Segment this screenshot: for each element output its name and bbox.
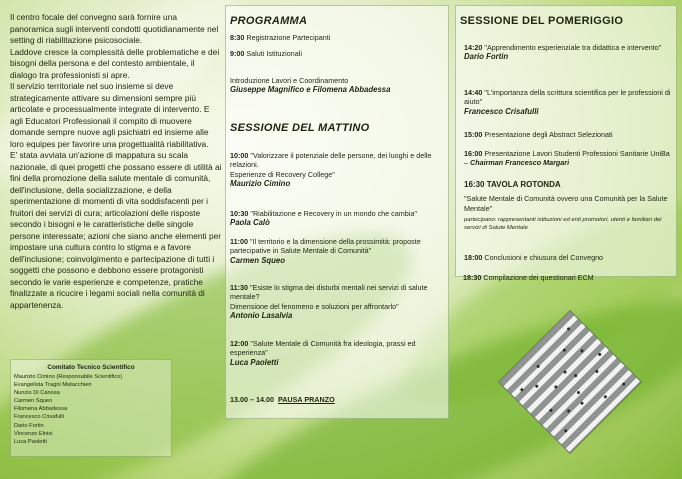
saluti-row bbox=[230, 49, 442, 58]
comitato-member: Filomena Abbadessa bbox=[14, 406, 68, 413]
pausa-label: PAUSA PRANZO bbox=[277, 395, 335, 404]
questionari-row bbox=[463, 273, 671, 282]
intro-paragraph: Il servizio territoriale nel suo insieme si deve strategicamente attivare su dimensioni sempre più articolate e processualmente integrate di intervento. E agli Educatori Professionali il compito di muovere domande sempre nuove agli psichiatri ed insieme alle loro equipes per favorire una progettualità riabilitativa. bbox=[10, 81, 210, 149]
tavola-title: TAVOLA ROTONDA bbox=[486, 180, 561, 189]
time-label: 14:20 bbox=[464, 43, 483, 52]
time-label: 15:00 bbox=[464, 130, 483, 139]
time-label: 18:00 bbox=[464, 253, 483, 262]
time-label: 12:00 bbox=[230, 339, 249, 348]
speaker-name: Carmen Squeo bbox=[230, 255, 286, 265]
item-text: "Valorizzare il potenziale delle persone, dei luoghi e delle relazioni. bbox=[230, 151, 432, 170]
speaker-name: Luca Paoletti bbox=[230, 357, 279, 367]
comitato-member: Dario Fortin bbox=[14, 422, 44, 429]
speaker-name: Antonio Lasalvia bbox=[230, 311, 293, 321]
comitato-member: Luca Paoletti bbox=[14, 438, 47, 445]
registrazione-row bbox=[230, 33, 442, 42]
comitato-member: Francesco Crisafulli bbox=[14, 414, 64, 421]
programma-box bbox=[225, 5, 449, 419]
time-label: 10:30 bbox=[230, 209, 249, 218]
mattino-item bbox=[230, 339, 442, 367]
comitato-member: Evangelista Tragni Matacchieri bbox=[14, 382, 92, 389]
intro-paragraph: Laddove cresce la complessità delle problematiche e dei bisogni della persona e del contesto ambientale, il dialogo tra professionisti si apre. bbox=[10, 46, 220, 80]
item-text: "Salute Mentale di Comunità fra ideologia, prassi ed esperienza" bbox=[230, 339, 416, 358]
item-text: Presentazione Lavori Studenti Professioni Sanitarie UniBa – bbox=[464, 149, 670, 168]
introduzione-text: Introduzione Lavori e Coordinamento bbox=[230, 76, 349, 85]
item-text: Registrazione Partecipanti bbox=[246, 33, 331, 42]
mattino-item bbox=[230, 237, 442, 265]
item-text: Saluti Istituzionali bbox=[246, 49, 302, 58]
comitato-list bbox=[14, 373, 171, 446]
crosswalk-image bbox=[498, 310, 642, 454]
time-label: 11:00 bbox=[230, 237, 248, 246]
pomeriggio-item bbox=[464, 88, 672, 116]
speaker-name: Paola Calò bbox=[230, 218, 270, 228]
tavola-rotonda-block bbox=[464, 180, 672, 232]
speaker-name: Francesco Crisafulli bbox=[464, 106, 539, 116]
introduzione-block bbox=[230, 76, 444, 94]
item-text: "L'importanza della scrittura scientifica per le professioni di aiuto" bbox=[464, 88, 671, 107]
comitato-member: Maurizio Cimino (Responsabile Scientifico) bbox=[14, 374, 123, 380]
item-text: Compilazione dei questionari ECM bbox=[483, 273, 594, 282]
time-label: 8:30 bbox=[230, 33, 245, 42]
conclusioni-row bbox=[464, 253, 672, 262]
introduzione-speakers: Giuseppe Magnifico e Filomena Abbadessa bbox=[230, 85, 391, 95]
comitato-box bbox=[10, 359, 172, 457]
item-text: Presentazione degli Abstract Selezionati bbox=[484, 130, 613, 139]
comitato-title: Comitato Tecnico Scientifico bbox=[47, 364, 135, 371]
programma-title: PROGRAMMA bbox=[230, 15, 308, 27]
time-label: 10:00 bbox=[230, 151, 249, 160]
intro-text bbox=[10, 12, 222, 311]
tavola-note: partecipano: rappresentanti istituzioni ed enti promotori, utenti e familiari dei servizi di Salute Mentale bbox=[464, 217, 662, 231]
mattino-item bbox=[230, 209, 442, 227]
item-text: Conclusioni e chiusura del Convegno bbox=[484, 253, 604, 262]
pomeriggio-title: SESSIONE DEL POMERIGGIO bbox=[460, 15, 624, 27]
item-extra: Esperienze di Recovery College" bbox=[230, 169, 335, 179]
comitato-member: Carmen Squeo bbox=[14, 398, 53, 405]
time-label: 18:30 bbox=[463, 273, 482, 282]
intro-paragraph: E' stata avviata un'azione di mappatura su scala nazionale, di quei progetti che possano essere di utilità ai fini della promozione della salute mentale di comunità, dell'inclusione, della socializzazione, e della sperimentazione di momenti di vita soddisfacenti per i fruitori dei servizi di cura; articolazioni delle risposte secondo i bisogni e le caratteristiche delle singole persone interessate; azioni che siano anche elementi per impostare una cultura contro lo stigma e a favore dell'inclusione; coinvolgimento e partecipazione di tutti i soggetti che possono e debbono essere protagonisti secondo le varie esperienze e competenze, pratiche finalizzate a ricucire i legami sociali nella comunità di appartenenza. bbox=[10, 150, 222, 310]
time-label: 16:00 bbox=[464, 149, 483, 158]
item-text: "Il territorio e la dimensione della prossimità: proposte partecipative in Salute Mentale di Comunità" bbox=[230, 237, 421, 256]
time-label: 16:30 bbox=[464, 180, 485, 189]
tavola-text: "Salute Mentale di Comunità ovvero una Comunità per la Salute Mentale" bbox=[464, 194, 668, 213]
item-extra: Dimensione del fenomeno e soluzioni per affrontarlo" bbox=[230, 301, 399, 311]
mattino-item bbox=[230, 151, 442, 188]
speaker-name: Dario Fortin bbox=[464, 52, 509, 62]
mattino-title: SESSIONE DEL MATTINO bbox=[230, 122, 370, 134]
time-label: 11:30 bbox=[230, 283, 248, 292]
time-label: 13.00 – 14.00 bbox=[230, 395, 274, 404]
comitato-member: Nunzio Di Canosa bbox=[14, 390, 60, 397]
pomeriggio-box bbox=[455, 5, 677, 277]
chairman-name: Chairman Francesco Margari bbox=[470, 158, 570, 168]
time-label: 9:00 bbox=[230, 49, 245, 58]
item-text: "Apprendimento esperienziale tra didattica e intervento" bbox=[484, 43, 662, 52]
speaker-name: Maurizio Cimino bbox=[230, 179, 291, 189]
item-text: "Esiste lo stigma dei disturbi mentali nei servizi di salute mentale? bbox=[230, 283, 428, 302]
pomeriggio-item bbox=[464, 130, 672, 139]
crowd-crosswalk-photo bbox=[498, 310, 640, 452]
item-text: "Riabilitazione e Recovery in un mondo che cambia" bbox=[250, 209, 417, 218]
time-label: 14:40 bbox=[464, 88, 483, 97]
pausa-row bbox=[230, 395, 442, 404]
intro-paragraph: Il centro focale del convegno sarà fornire una panoramica sugli interventi condotti quotidianamente nel setting di riabilitazione psicosociale. bbox=[10, 12, 219, 45]
pomeriggio-item bbox=[464, 43, 672, 61]
mattino-item bbox=[230, 283, 442, 320]
comitato-member: Vincenzo Elnisi bbox=[14, 430, 53, 437]
pomeriggio-item bbox=[464, 149, 672, 168]
